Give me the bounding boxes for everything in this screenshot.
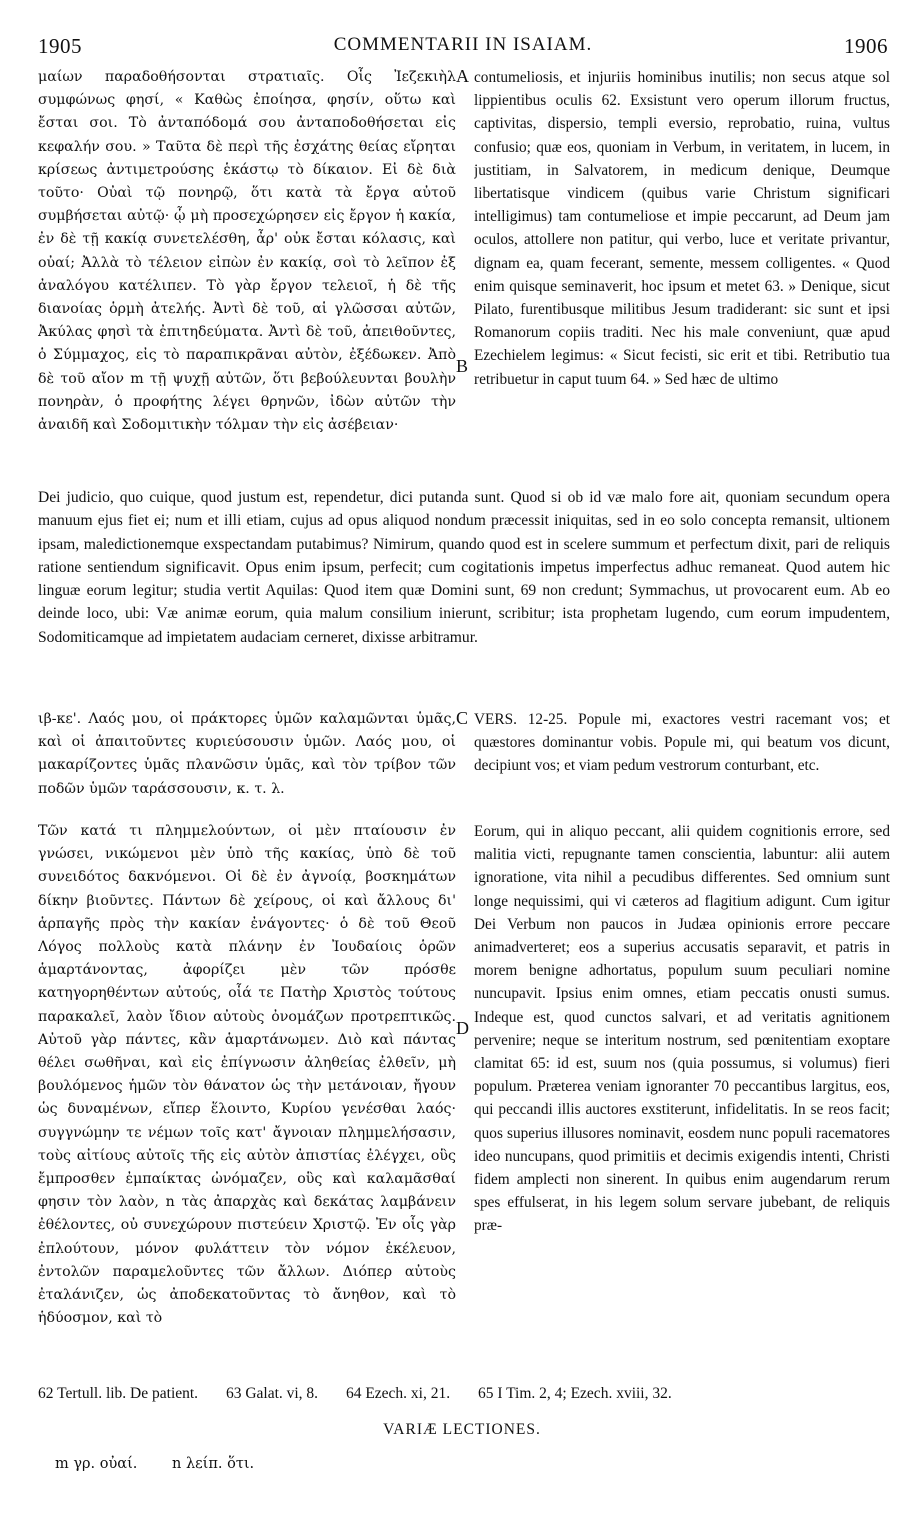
variant-reading-m: m γρ. οὐαί.: [55, 1456, 138, 1472]
footnote-65: 65 I Tim. 2, 4; Ezech. xviii, 32.: [477, 1385, 672, 1402]
running-title: COMMENTARII IN ISAIAM.: [333, 34, 593, 55]
footnote-62: 62 Tertull. lib. De patient.: [38, 1385, 199, 1402]
variant-reading-n: n λείπ. ὅτι.: [172, 1456, 255, 1472]
latin-column-bottom: Eorum, qui in aliquo peccant, alii quidem cognitionis errore, sed malitia victi, repugnante tamen conscientia, labuntur: alii autem ignoratione, vita nihil a pecudibus differentes. Sed omnium sunt longe nequissimi, qui vi cæteros ad flagitium adigunt. Cum igitur Dei Verbum non paucos in Judæa opinionis errore peccare animadverteret; eos a superius accusatis separavit, et patris in morem benigne adhortatus, populum suum peculiari nomine nuncupavit. Ipsius enim omnes, etiam peccatis onusti sumus. Indeque est, quod cunctos salvari, et ad veritatis agnitionem pervenire; neque se interitum nostrum, sed pœnitentiam exoptare clamitat 65: id est, suum nos (quia possumus, si volumus) fieri populum. Præterea veniam ignoranter 70 peccantibus largitus, eos, qui peccandi illis auctores exstiterunt, infidelitatis. In se reos facit; quos superius illusores nominavit, eosdem nunc populi racematores ideo nuncupans, quod primitiis et decimis exigendis intenti, Christi fidem amplecti non sinerent. In quibus enim augendarum rerum spes effulserat, in his legem solum servare jubebant, de reliquis præ-: [474, 823, 890, 1235]
page-header: [38, 34, 888, 64]
variant-readings: [55, 1456, 284, 1472]
page-number-left: 1905: [38, 34, 82, 58]
margin-marker-d: D: [456, 1018, 469, 1038]
latin-verse-heading: VERS. 12-25. Popule mi, exactores vestri racemant vos; et quæstores dominantur vobis. Popule mi, qui beatum vos dicunt, decipiunt vos; et viam pedum vestrorum conturbant, etc.: [474, 711, 890, 775]
variant-readings-title: VARIÆ LECTIONES.: [383, 1421, 541, 1438]
latin-column-top: contumeliosis, et injuriis hominibus inutilis; non secus atque sol lippientibus oculis 62. Exsistunt vero operum illorum fructus, captivitas, dispersio, templi eversio, reprobatio, ruina, vultus confusio; quæ eos, quoniam in Verbum, in veritatem, in lucem, in justitiam, in Salvatorem, in medicum denique, Deumque libertatisque vindicem (quibus varie Christum significari intelligimus) tam contumeliose et impie peccarunt, ad Deum jam oculos, attollere non patitur, qui verbo, luce et veritate privantur, dignam ea, quam fecerant, semente, messem colligentes. « Quod enim quisque seminaverit, hoc ipsum et metet 63. » Denique, sicut Pilato, furentibusque militibus Jesum tradiderant: sic sunt et ipsi Romanorum copiis traditi. Nec his male conveniunt, quæ apud Ezechielem legimus: « Sicut fecisti, sic erit et tibi. Retributio tua retribuetur in caput tuum 64. » Sed hæc de ultimo: [474, 69, 890, 388]
greek-column-bottom: Τῶν κατά τι πλημμελούντων, οἱ μὲν πταίουσιν ἐν γνώσει, νικώμενοι μὲν ὑπὸ τῆς κακίας, ὑπὸ δὲ τοῦ συνειδότος δακνόμενοι. Οἱ δὲ ἐν ἀγνοίᾳ, βοσκημάτων δίκην βιοῦντες. Πάντων δὲ χείρους, οἱ καὶ ἄλλους δι' ἁρπαγῆς πρὸς τὴν κακίαν ἐνάγοντες· ὁ δὲ τοῦ Θεοῦ Λόγος πολλοὺς κατὰ πλάνην ἐν Ἰουδαίοις ὁρῶν ἁμαρτάνοντας, ἀφορίζει μὲν τῶν πρόσθε κατηγορηθέντων αὐτούς, οἷά τε Πατὴρ Χριστὸς τούτους παρακαλεῖ, λαὸν ἴδιον αὐτοὺς ὀνομάζων προτρεπτικῶς. Αὐτοῦ γὰρ πάντες, κἂν ἁμαρτάνωμεν. Διὸ καὶ πάντας θέλει σωθῆναι, καὶ εἰς ἐπίγνωσιν ἀληθείας ἐλθεῖν, μὴ βουλόμενος ἡμῶν τὸν θάνατον ὡς τὴν μετάνοιαν, ἤγουν ὡς δυναμένων, εἴπερ ἕλοιντο, Κυρίου γενέσθαι λαός· συγγνώμην τε νέμων τοῖς κατ' ἄγνοιαν πλημμελήσασιν, τοὺς αἰτίους αὐτοῖς τῆς εἰς αὐτὸν ἀπιστίας ἐλέγχει, οὓς ἔμπροσθεν ἐμπαίκτας ὠνόμαζεν, οὓς καὶ καλαμᾶσθαί φησιν τὸν λαὸν, n τὰς ἀπαρχὰς καὶ δεκάτας λαμβάνειν ἐθέλοντες, οὐ συνεχώρουν πιστεύειν Χριστῷ. Ἐν οἷς γὰρ ἐπλούτουν, μόνον φυλάττειν τὸν νόμον ἐκέλευον, ἐντολῶν παραμελοῦντες τῶν ἄλλων. Διόπερ αὐτοὺς ἐταλάνιζεν, ὡς ἀποδεκατοῦντας τὸ ἄνηθον, καὶ τὸ ἡδύοσμον, καὶ τὸ: [38, 823, 456, 1327]
margin-marker-a: A: [456, 66, 469, 86]
footnote-63: 63 Galat. vi, 8.: [225, 1385, 319, 1402]
greek-column-top: μαίων παραδοθήσονται στρατιαῖς. Οἷς Ἰεζεκιὴλ συμφώνως φησί, « Καθὼς ἐποίησα, φησίν, οὕτω καὶ ἔσται σοι. Τὸ ἀνταπόδομά σου ἀνταποδοθήσεται εἰς κεφαλήν σου. » Ταῦτα δὲ περὶ τῆς ἐσχάτης θείας εἴρηται κρίσεως ἀντιμετρούσης ἑκάστῳ τὸ δίκαιον. Εἰ δὲ διὰ τοῦτο· Οὐαὶ τῷ πονηρῷ, ὅτι κατὰ τὰ ἔργα αὐτοῦ συμβήσεται αὐτῷ· ᾧ μὴ προσεχώρησεν εἰς ἔργον ἡ κακία, ἐν δὲ τῇ κακίᾳ συνετελέσθη, ἆρ' οὐκ ἔσται κόλασις, καὶ οὐαί; Ἀλλὰ τὸ τέλειον εἰπὼν ἐν κακίᾳ, σοὶ τὸ λεῖπον ἐξ ἀναλόγου κατέλιπεν. Τὸ γὰρ ἔργον τελειοῖ, ἡ δὲ τῆς διανοίας ὁρμὴ ἀτελής. Ἀντὶ δὲ τοῦ, αἱ γλῶσσαι αὐτῶν, Ἀκύλας φησὶ τὰ ἐπιτηδεύματα. Ἀντὶ δὲ τοῦ, ἀπειθοῦντες, ὁ Σύμμαχος, εἰς τὸ παραπικρᾶναι αὐτὸν, ἐξέδωκεν. Ἀπὸ δὲ τοῦ αἴον m τῇ ψυχῇ αὐτῶν, ὅτι βεβούλευνται βουλὴν πονηρὰν, ὁ προφήτης λέγει θρηνῶν, ἰδὼν αὐτῶν τὴν ἀναιδῆ καὶ Σοδομιτικὴν τόλμαν τὴν εἰς ἀσέβειαν·: [38, 69, 456, 434]
margin-marker-b: B: [456, 356, 469, 376]
page-number-right: 1906: [844, 34, 888, 58]
greek-verse-heading: ιβ-κε'. Λαός μου, οἱ πράκτορες ὑμῶν καλαμῶνται ὑμᾶς, καὶ οἱ ἀπαιτοῦντες κυριεύσουσιν ὑμῶν. Λαός μου, οἱ μακαρίζοντες ὑμᾶς πλανῶσιν ὑμᾶς, καὶ τὸν τρίβον τῶν ποδῶν ὑμῶν ταράσσουσιν, κ. τ. λ.: [38, 711, 456, 797]
footnote-64: 64 Ezech. xi, 21.: [345, 1385, 451, 1402]
footnotes: [38, 1385, 888, 1403]
latin-full-width-paragraph: Dei judicio, quo cuique, quod justum est, rependetur, dici putanda sunt. Quod si ob id væ malo fore ait, quoniam secundum opera manuum ejus fiet ei; num et illi etiam, cujus ad opus aliquod nondum præcessit iniquitas, sed in eo solo concepta remansit, ultionem ipsam, maledictionemque exspectandam putabimus? Nimirum, quando quod est in scelere summum et perfectum dixit, pari de reliquis ratione sentiendum significavit. Opus enim ipsum, perfecit; cum cogitationis impetus imperfectus adhuc remaneat. Quod autem hic linguæ eorum legitur; studia vertit Aquilas: Quod item quæ Domini sunt, 69 non credunt; Symmachus, ut provocarent eum. Ab eo deinde loco, ubi: Væ animæ eorum, quia malum consilium inierunt, scribitur; ista prophetam lugendo, cum eorum impudentem, Sodomiticamque ad impietatem audaciam cerneret, dixisse arbitramur.: [38, 489, 890, 646]
margin-marker-c: C: [456, 708, 469, 728]
